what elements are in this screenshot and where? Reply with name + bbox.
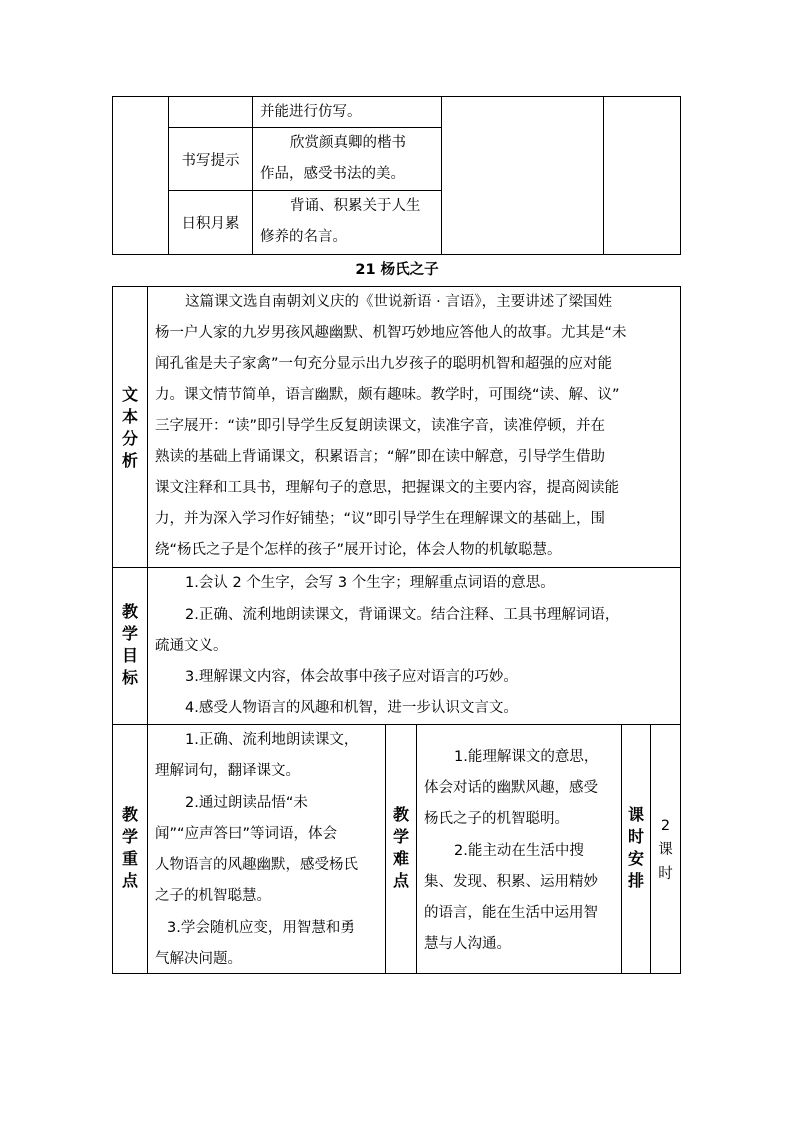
daily-accumulation-line-2: 修养的名言。 <box>260 229 347 245</box>
writing-tips-line-2: 作品，感受书法的美。 <box>260 166 405 182</box>
daily-accumulation-label: 日积月累 <box>181 216 240 232</box>
writing-tips-label: 书写提示 <box>181 152 240 169</box>
daily-accumulation-line-1: 背诵、积累关于人生 <box>290 198 421 214</box>
continued-text: 并能进行仿写。 <box>260 104 362 120</box>
lesson-title: 21 杨氏之子 <box>355 262 439 278</box>
writing-tips-line-1: 欣赏颜真卿的楷书 <box>290 135 406 151</box>
